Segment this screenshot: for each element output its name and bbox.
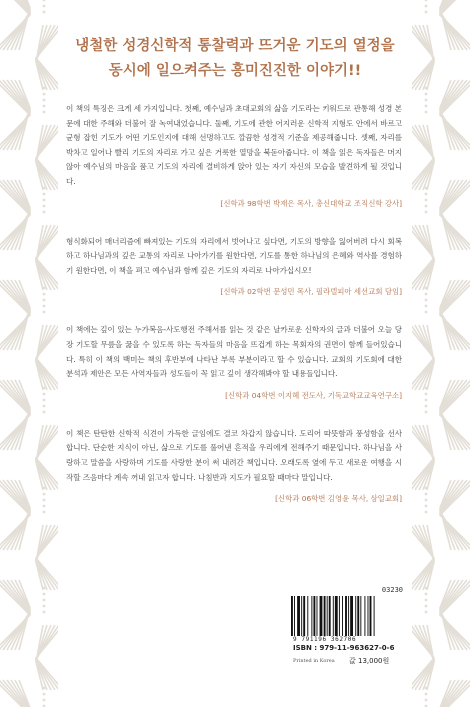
price-code: 03230 (381, 586, 403, 594)
barcode-icon (291, 596, 401, 636)
review-credit: [신학과 98학번 박재은 목사, 총신대학교 조직신학 강사] (220, 198, 402, 208)
left-decorative-pattern (0, 0, 58, 707)
price-label: 값 13,000원 (349, 657, 390, 665)
review-text: 이 책의 특징은 크게 세 가지입니다. 첫째, 예수님과 초대교회의 삶을 기도라는 키워드로 관통해 성경 본문에 대한 주해와 더불어 잘 녹여내었습니다. 둘째, 기도에 관한 어지러운 신학적 지형도 안에서 바르고 균형 잡힌 기도가 어떤 기도인지에 대해 선명하고도 깔끔한 성경적 기준을 제공해줍니다. 셋째, 자리를 박차고 일어나 빨리 기도의 자리로 가고 싶은 거룩한 열망을 북돋아줍니다. 이 책을 읽은 독자들은 머지않아 예수님의 마음을 품고 기도의 자리에 결비하게 앉아 있는 자기 자신의 모습을 발견하게 될 것입니다. (66, 104, 402, 186)
headline-line-2: 동시에 일으켜주는 흥미진진한 이야기!! (108, 63, 362, 79)
review-credit: [신학과 02학번 문성민 목사, 필라델피아 세선교회 담임] (220, 287, 402, 297)
headline (36, 34, 434, 84)
review-text: 이 책은 탄탄한 신학적 식견이 가득한 글임에도 결코 차갑지 않습니다. 도리어 따뜻함과 풍성함을 선사합니다. 단순한 지식이 아닌, 삶으로 기도를 풀어낸 흔적을 우리에게 전해주기 때문입니다. 하나님을 사랑하고 말씀을 사랑하며 기도를 사랑한 분이 써 내려간 책입니다. 오래도록 옆에 두고 새로운 여행을 시작할 즈음마다 계속 꺼내 읽고자 합니다. 나침반과 지도가 필요할 때마다 말입니다. (66, 428, 402, 482)
isbn-barcode-block (287, 584, 405, 670)
right-decorative-pattern (412, 0, 470, 707)
review-text: 형식화되어 매너리즘에 빠져있는 기도의 자리에서 벗어나고 싶다면, 기도의 방향을 잃어버려 다시 회복하고 하나님과의 깊은 교통의 자리로 나아가기를 원한다면, 기도를 통한 하나님의 은혜와 역사를 경험하기 원한다면, 이 책을 펴고 예수님과 함께 깊은 기도의 자리로 나아가십시오! (66, 236, 402, 275)
review-text: 이 책에는 깊이 있는 누가복음-사도행전 주해서를 읽는 것 같은 날카로운 신학자의 글과 더불어 오늘 당장 기도할 무릎을 꿇을 수 있도록 하는 독자들의 마음을 뜨겁게 하는 목회자의 권면이 함께 들어있습니다. 특히 이 책의 백미는 책의 후반부에 나타난 부록 부분이라고 할 수 있습니다. 교회의 기도회에 대한 분석과 제안은 모든 사역자들과 성도들이 꼭 읽고 깊이 생각해봐야 할 내용들입니다. (66, 325, 402, 379)
isbn-number: ISBN : 979-11-963627-0-6 (293, 644, 395, 652)
printed-in-label: Printed in Korea (293, 658, 335, 664)
barcode-digits: 9 791196 362706 (293, 636, 357, 643)
review-3 (66, 323, 402, 400)
review-1 (66, 102, 402, 209)
review-2 (66, 235, 402, 298)
headline-line-1: 냉철한 성경신학적 통찰력과 뜨거운 기도의 열정을 (75, 38, 395, 54)
review-credit: [신학과 06학번 김영윤 목사, 삼일교회] (275, 494, 402, 504)
review-4 (66, 427, 402, 504)
review-credit: [신학과 04학번 이지혜 전도사, 기독교학교교육연구소] (225, 390, 402, 400)
reviews-section (66, 102, 402, 530)
